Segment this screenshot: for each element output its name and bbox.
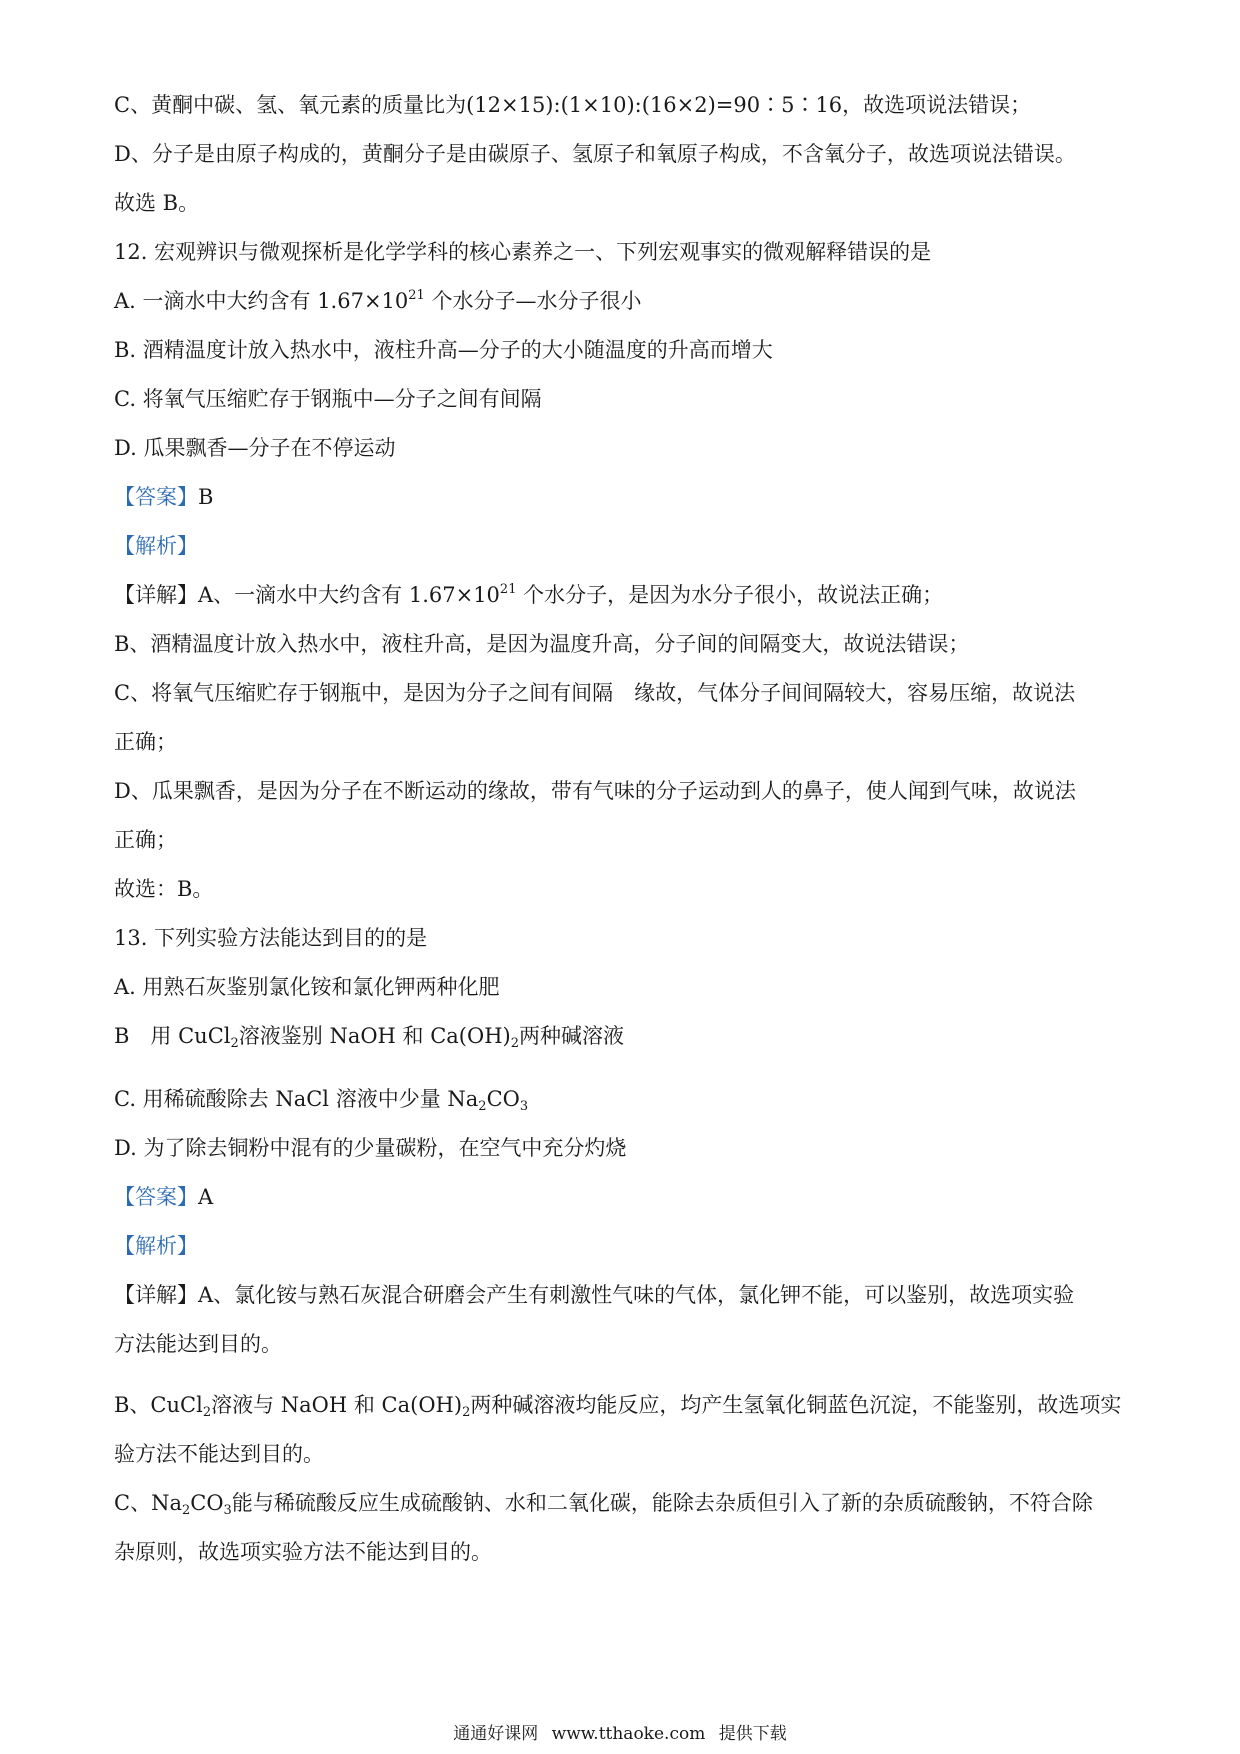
page-footer [0,1722,1240,1746]
q11-option-d-explanation: D、分子是由原子构成的，黄酮分子是由碳原子、氢原子和氧原子构成，不含氧分子，故选项说法错误。 [114,142,1076,166]
q12-detail-d: D、瓜果飘香，是因为分子在不断运动的缘故，带有气味的分子运动到人的鼻子，使人闻到气味，故说法 [114,779,1076,803]
footer-note: 提供下载 [718,1724,787,1744]
q12-answer: 【答案】B [114,485,214,509]
q13-option-c: C. 用稀硫酸除去 NaCl 溶液中少量 $Na_2CO_3$ [114,1087,529,1114]
q12-option-a: A. 一滴水中大约含有 $1.67\times 10^{21}$ 个水分子—水分子很小 [114,288,642,313]
q12-stem: 12. 宏观辨识与微观探析是化学学科的核心素养之一、下列宏观事实的微观解释错误的是 [114,240,932,264]
q12-detail-c-cont: 正确； [114,730,177,754]
footer-url[interactable]: www.tthaoke.com [551,1724,706,1744]
q12-choice: 故选：B。 [114,877,214,901]
q13-detail-c: C、$Na_2CO_3$能与稀硫酸反应生成硫酸钠、水和二氧化碳，能除去杂质但引入了新的杂质硫酸钠，不符合除 [114,1491,1093,1518]
q12-detail-b: B、酒精温度计放入热水中，液柱升高，是因为温度升高，分子间的间隔变大，故说法错误； [114,632,970,656]
q13-detail-c-cont: 杂原则，故选项实验方法不能达到目的。 [114,1540,492,1564]
q13-detail-a-cont: 方法能达到目的。 [114,1332,282,1356]
q13-option-d: D. 为了除去铜粉中混有的少量碳粉，在空气中充分灼烧 [114,1136,627,1160]
q13-analysis-label: 【解析】 [114,1234,198,1258]
q13-detail-b: B、CuCl$_2$溶液与 NaOH 和 $Ca(OH)_2$两种碱溶液均能反应，均产生氢氧化铜蓝色沉淀，不能鉴别，故选项实 [114,1393,1122,1420]
q13-detail-a: 【详解】A、氯化铵与熟石灰混合研磨会产生有刺激性气味的气体，氯化钾不能，可以鉴别，故选项实验 [114,1283,1075,1307]
q12-option-c: C. 将氧气压缩贮存于钢瓶中—分子之间有间隔 [114,387,542,411]
q12-detail-a: 【详解】A、一滴水中大约含有 $1.67\times 10^{21}$ 个水分子，是因为水分子很小，故说法正确； [114,582,944,607]
q12-option-d: D. 瓜果飘香—分子在不停运动 [114,436,396,460]
q13-detail-b-cont: 验方法不能达到目的。 [114,1442,324,1466]
q13-option-a: A. 用熟石灰鉴别氯化铵和氯化钾两种化肥 [114,975,500,999]
q11-option-c-explanation: C、黄酮中碳、氢、氧元素的质量比为(12×15):(1×10):(16×2)=90∶5∶16，故选项说法错误； [114,93,1032,117]
footer-site-name: 通通好课网 [453,1724,539,1744]
q12-detail-c: C、将氧气压缩贮存于钢瓶中，是因为分子之间有间隔 缘故，气体分子间间隔较大，容易压缩，故说法 [114,681,1076,705]
q12-analysis-label: 【解析】 [114,534,198,558]
q12-detail-d-cont: 正确； [114,828,177,852]
q11-choice: 故选 B。 [114,191,200,215]
q12-option-b: B. 酒精温度计放入热水中，液柱升高—分子的大小随温度的升高而增大 [114,338,773,362]
q13-stem: 13. 下列实验方法能达到目的的是 [114,926,428,950]
q13-answer: 【答案】A [114,1185,214,1209]
q13-option-b: B 用 CuCl$_2$溶液鉴别 NaOH 和 $Ca(OH)_2$两种碱溶液 [114,1024,625,1051]
